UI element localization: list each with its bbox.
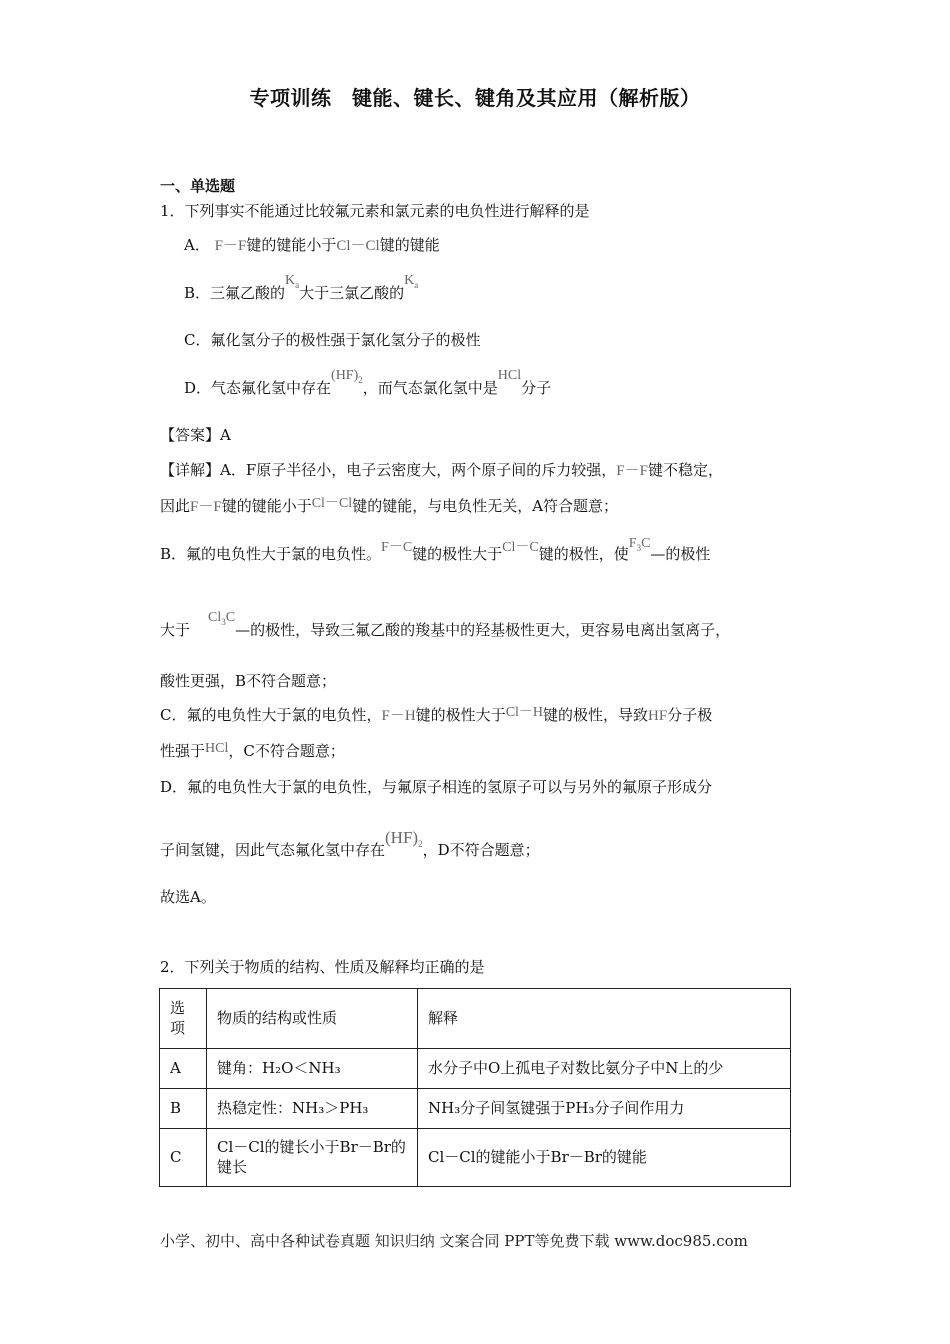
- table-row[interactable]: [160, 1129, 791, 1187]
- q1-option-d[interactable]: [184, 368, 552, 399]
- formula-ff: F－F: [214, 238, 247, 254]
- table-header-cell: 解释: [418, 989, 791, 1049]
- table-header-cell: 物质的结构或性质: [207, 989, 418, 1049]
- formula-cl3c: $Cl_3C$: [208, 610, 236, 627]
- detail-line: 酸性更强，B不符合题意；: [160, 672, 337, 690]
- q1-option-c[interactable]: C．氟化氢分子的极性强于氯化氢分子的极性: [184, 331, 481, 349]
- question-2-stem: 2．下列关于物质的结构、性质及解释均正确的是: [160, 958, 485, 976]
- option-text: 分子: [521, 379, 552, 397]
- option-label: A．: [184, 236, 210, 254]
- page-title: 专项训练 键能、键长、键角及其应用（解析版）: [249, 86, 701, 110]
- q1-option-b[interactable]: [184, 273, 419, 304]
- table-cell: Cl－Cl的键能小于Br－Br的键能: [418, 1129, 791, 1187]
- detail-line: 性强于HCl，C不符合题意；: [160, 741, 345, 760]
- table-cell: 键角：H₂O＜NH₃: [207, 1049, 418, 1089]
- detail-line: 子间氢键，因此气态氟化氢中存在$(HF)_2$，D不符合题意；: [160, 828, 540, 859]
- formula-hcl: HCl: [497, 368, 522, 383]
- option-label: B．三氟乙酸的: [184, 284, 286, 302]
- table-cell: Cl－Cl的键长小于Br－Br的键长: [207, 1129, 418, 1187]
- option-text: ，而气态氯化氢中是: [362, 379, 498, 397]
- formula-ka: $K_a$: [285, 273, 300, 290]
- option-text: 大于三氯乙酸的: [299, 284, 405, 302]
- section-heading: 一、单选题: [160, 177, 236, 195]
- formula-ka: $K_a$: [404, 273, 419, 290]
- question-1-stem: 1．下列事实不能通过比较氟元素和氯元素的电负性进行解释的是: [160, 202, 590, 220]
- detail-line: 因此F－F键的键能小于Cl－Cl键的键能，与电负性无关，A符合题意；: [160, 496, 619, 515]
- option-text: 键的键能小于: [246, 236, 337, 254]
- table-cell: B: [160, 1089, 207, 1129]
- detail-line: C．氟的电负性大于氯的电负性，F－H键的极性大于Cl－H键的极性，导致HF分子极: [160, 705, 713, 724]
- detail-line: 大于$Cl_3C—$的极性，导致三氟乙酸的羧基中的羟基极性更大，更容易电离出氢离子，: [160, 610, 731, 639]
- detail-line: 【详解】A．F原子半径小，电子云密度大，两个原子间的斥力较强，F－F键不稳定，: [160, 461, 723, 479]
- answer: 【答案】A: [160, 426, 231, 444]
- detail-line: D．氟的电负性大于氯的电负性，与氟原子相连的氢原子可以与另外的氟原子形成分: [160, 778, 713, 796]
- options-table: [159, 988, 791, 1187]
- footer-text: 小学、初中、高中各种试卷真题 知识归纳 文案合同 PPT等免费下载 www.doc985.com: [160, 1232, 748, 1250]
- table-header-cell: 选项: [160, 989, 207, 1049]
- table-cell: C: [160, 1129, 207, 1187]
- option-label: D．气态氟化氢中存在: [184, 379, 332, 397]
- formula-hf2: $(HF)_2$: [385, 828, 423, 849]
- table-cell: A: [160, 1049, 207, 1089]
- table-row[interactable]: [160, 1089, 791, 1129]
- table-cell: 热稳定性：NH₃＞PH₃: [207, 1089, 418, 1129]
- table-row[interactable]: [160, 1049, 791, 1089]
- formula-clcl: Cl－Cl: [336, 238, 380, 254]
- table-cell: NH₃分子间氢键强于PH₃分子间作用力: [418, 1089, 791, 1129]
- q1-option-a[interactable]: [184, 236, 440, 255]
- detail-line: B．氟的电负性大于氯的电负性。F－C键的极性大于Cl－C键的极性，使$F_3C—$的极性: [160, 536, 711, 563]
- table-cell: 水分子中O上孤电子对数比氨分子中N上的少: [418, 1049, 791, 1089]
- formula-f3c: $F_3C$: [628, 536, 651, 553]
- detail-line: 故选A。: [160, 888, 216, 906]
- formula-hf2: $(HF)_2$: [331, 368, 363, 385]
- option-text: 键的键能: [379, 236, 440, 254]
- table-header-row: [160, 989, 791, 1049]
